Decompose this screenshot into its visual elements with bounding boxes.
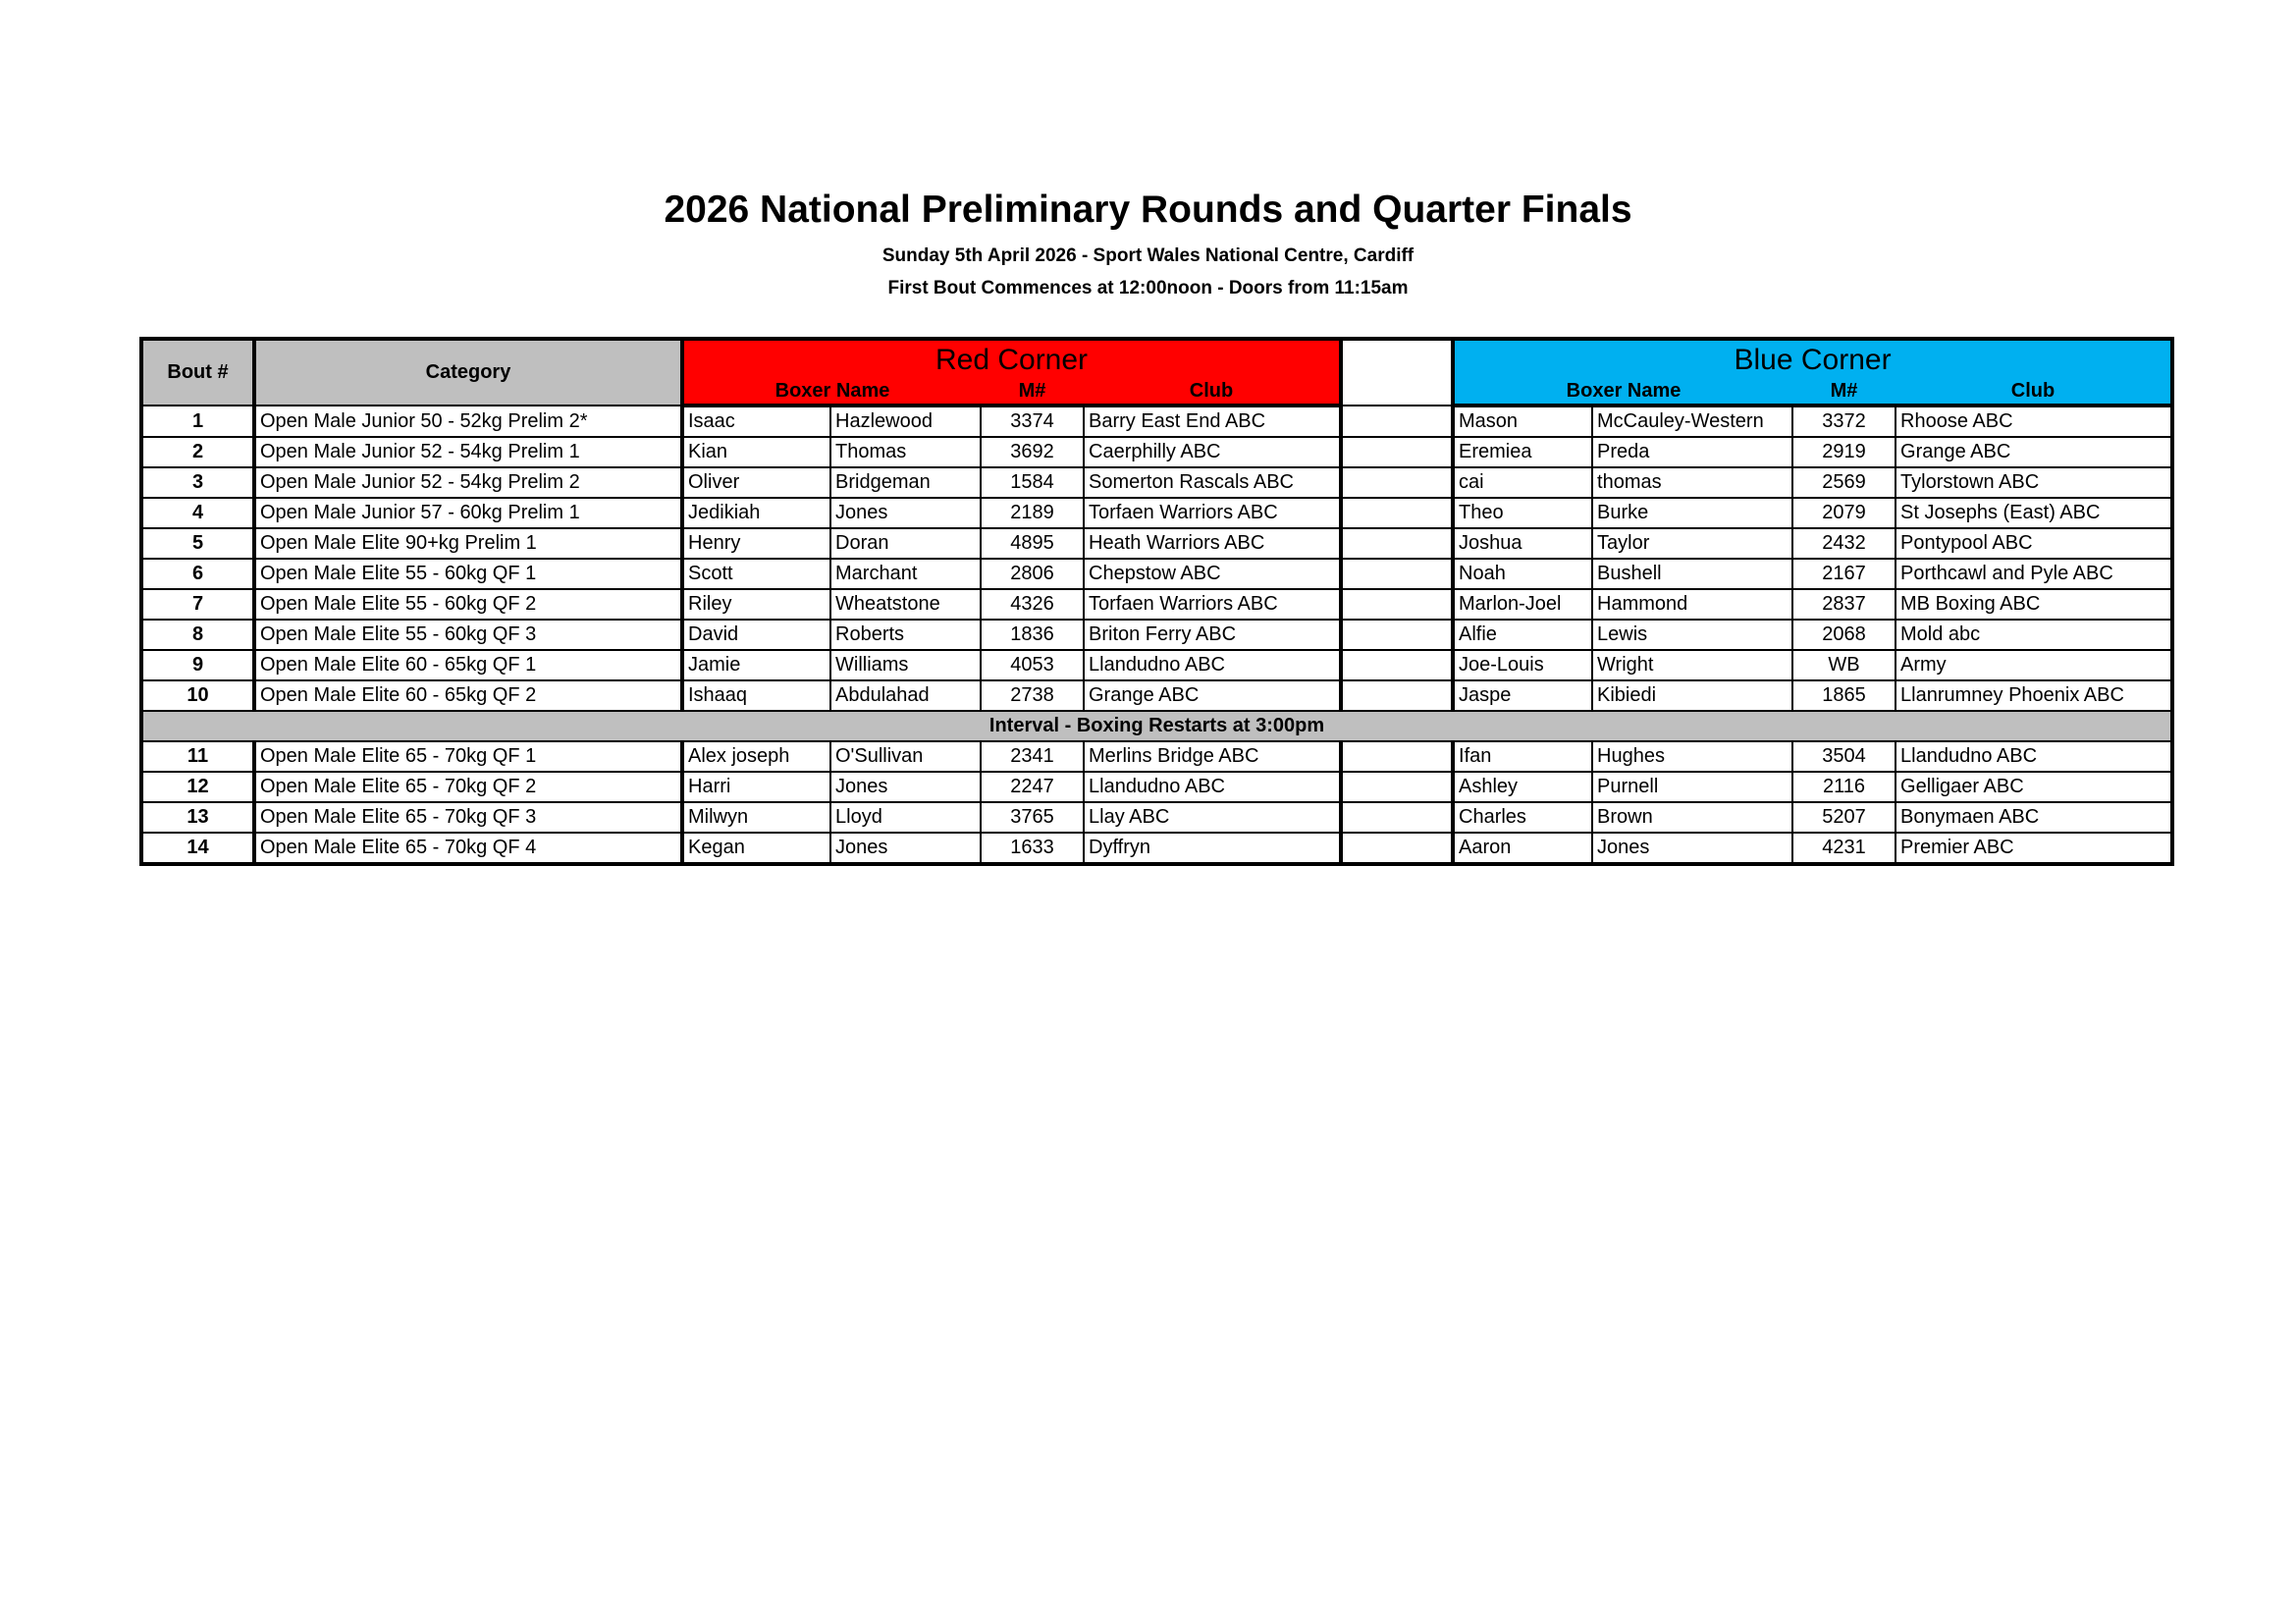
bout-number: 12 xyxy=(141,772,254,802)
red-first-name: Riley xyxy=(682,589,830,620)
corner-divider xyxy=(1341,559,1453,589)
red-membership-number: 3374 xyxy=(981,406,1084,437)
bout-category: Open Male Elite 60 - 65kg QF 2 xyxy=(254,680,682,711)
blue-last-name: Lewis xyxy=(1592,620,1792,650)
table-row xyxy=(141,406,2172,437)
interval-row xyxy=(141,711,2172,741)
blue-first-name: Joshua xyxy=(1453,528,1592,559)
red-first-name: Kegan xyxy=(682,833,830,864)
blue-membership-number: 2837 xyxy=(1792,589,1896,620)
bout-category: Open Male Elite 65 - 70kg QF 2 xyxy=(254,772,682,802)
bout-number: 5 xyxy=(141,528,254,559)
blue-membership-header: M# xyxy=(1792,378,1896,406)
blue-club: Grange ABC xyxy=(1896,437,2172,467)
red-membership-number: 2341 xyxy=(981,741,1084,772)
red-membership-number: 1836 xyxy=(981,620,1084,650)
bout-number: 4 xyxy=(141,498,254,528)
blue-club: Rhoose ABC xyxy=(1896,406,2172,437)
bout-number: 1 xyxy=(141,406,254,437)
corner-divider xyxy=(1341,589,1453,620)
red-last-name: Marchant xyxy=(830,559,981,589)
blue-last-name: Bushell xyxy=(1592,559,1792,589)
table-row xyxy=(141,741,2172,772)
blue-membership-number: 2167 xyxy=(1792,559,1896,589)
category-header: Category xyxy=(254,339,682,406)
corner-divider xyxy=(1341,437,1453,467)
red-last-name: Jones xyxy=(830,833,981,864)
red-last-name: Roberts xyxy=(830,620,981,650)
blue-membership-number: 2068 xyxy=(1792,620,1896,650)
blue-last-name: Preda xyxy=(1592,437,1792,467)
blue-club: Tylorstown ABC xyxy=(1896,467,2172,498)
blue-club: Llandudno ABC xyxy=(1896,741,2172,772)
red-first-name: Scott xyxy=(682,559,830,589)
red-membership-number: 1584 xyxy=(981,467,1084,498)
bout-number: 11 xyxy=(141,741,254,772)
red-club: Heath Warriors ABC xyxy=(1084,528,1341,559)
blue-last-name: Hammond xyxy=(1592,589,1792,620)
red-last-name: Jones xyxy=(830,498,981,528)
table-row xyxy=(141,772,2172,802)
red-first-name: Ishaaq xyxy=(682,680,830,711)
blue-membership-number: 2919 xyxy=(1792,437,1896,467)
blue-last-name: Purnell xyxy=(1592,772,1792,802)
bout-category: Open Male Elite 65 - 70kg QF 3 xyxy=(254,802,682,833)
blue-club: St Josephs (East) ABC xyxy=(1896,498,2172,528)
bout-number: 10 xyxy=(141,680,254,711)
red-membership-number: 1633 xyxy=(981,833,1084,864)
blue-last-name: Taylor xyxy=(1592,528,1792,559)
blue-first-name: Jaspe xyxy=(1453,680,1592,711)
red-membership-header: M# xyxy=(981,378,1084,406)
bout-category: Open Male Elite 65 - 70kg QF 1 xyxy=(254,741,682,772)
blue-membership-number: 2079 xyxy=(1792,498,1896,528)
corner-divider-header xyxy=(1341,339,1453,406)
red-first-name: Oliver xyxy=(682,467,830,498)
blue-membership-number: 3504 xyxy=(1792,741,1896,772)
red-membership-number: 4326 xyxy=(981,589,1084,620)
table-row xyxy=(141,833,2172,864)
blue-corner-header: Blue Corner xyxy=(1453,339,2172,378)
red-last-name: Thomas xyxy=(830,437,981,467)
corner-divider xyxy=(1341,772,1453,802)
bout-number: 9 xyxy=(141,650,254,680)
corner-divider xyxy=(1341,650,1453,680)
red-club: Briton Ferry ABC xyxy=(1084,620,1341,650)
table-row xyxy=(141,589,2172,620)
table-row xyxy=(141,650,2172,680)
red-last-name: Bridgeman xyxy=(830,467,981,498)
corner-divider xyxy=(1341,406,1453,437)
blue-membership-number: 3372 xyxy=(1792,406,1896,437)
blue-membership-number: 5207 xyxy=(1792,802,1896,833)
bout-schedule-table xyxy=(139,337,2174,866)
red-last-name: Hazlewood xyxy=(830,406,981,437)
bout-category: Open Male Elite 55 - 60kg QF 3 xyxy=(254,620,682,650)
bout-category: Open Male Elite 90+kg Prelim 1 xyxy=(254,528,682,559)
red-membership-number: 3692 xyxy=(981,437,1084,467)
red-club: Chepstow ABC xyxy=(1084,559,1341,589)
red-club: Grange ABC xyxy=(1084,680,1341,711)
red-last-name: Doran xyxy=(830,528,981,559)
blue-club: Pontypool ABC xyxy=(1896,528,2172,559)
red-first-name: Alex joseph xyxy=(682,741,830,772)
blue-club: Llanrumney Phoenix ABC xyxy=(1896,680,2172,711)
red-first-name: Henry xyxy=(682,528,830,559)
red-club: Somerton Rascals ABC xyxy=(1084,467,1341,498)
red-first-name: Jamie xyxy=(682,650,830,680)
blue-last-name: Jones xyxy=(1592,833,1792,864)
bout-number: 6 xyxy=(141,559,254,589)
red-membership-number: 2189 xyxy=(981,498,1084,528)
blue-club: Mold abc xyxy=(1896,620,2172,650)
bout-number: 7 xyxy=(141,589,254,620)
bout-number: 13 xyxy=(141,802,254,833)
red-membership-number: 2806 xyxy=(981,559,1084,589)
table-row xyxy=(141,528,2172,559)
red-club-header: Club xyxy=(1084,378,1341,406)
table-row xyxy=(141,467,2172,498)
blue-membership-number: 1865 xyxy=(1792,680,1896,711)
corner-divider xyxy=(1341,802,1453,833)
table-row xyxy=(141,559,2172,589)
bout-category: Open Male Elite 60 - 65kg QF 1 xyxy=(254,650,682,680)
bout-category: Open Male Junior 52 - 54kg Prelim 2 xyxy=(254,467,682,498)
bout-number: 3 xyxy=(141,467,254,498)
red-membership-number: 4053 xyxy=(981,650,1084,680)
bout-category: Open Male Junior 50 - 52kg Prelim 2* xyxy=(254,406,682,437)
corner-divider xyxy=(1341,620,1453,650)
interval-notice: Interval - Boxing Restarts at 3:00pm xyxy=(141,711,2172,741)
table-row xyxy=(141,802,2172,833)
blue-first-name: Ifan xyxy=(1453,741,1592,772)
blue-last-name: Hughes xyxy=(1592,741,1792,772)
table-row xyxy=(141,620,2172,650)
red-membership-number: 3765 xyxy=(981,802,1084,833)
blue-first-name: Theo xyxy=(1453,498,1592,528)
blue-first-name: Mason xyxy=(1453,406,1592,437)
red-first-name: David xyxy=(682,620,830,650)
red-first-name: Jedikiah xyxy=(682,498,830,528)
bout-number: 8 xyxy=(141,620,254,650)
bout-category: Open Male Elite 55 - 60kg QF 1 xyxy=(254,559,682,589)
corner-divider xyxy=(1341,680,1453,711)
blue-first-name: Alfie xyxy=(1453,620,1592,650)
red-last-name: Wheatstone xyxy=(830,589,981,620)
blue-boxer-name-header: Boxer Name xyxy=(1453,378,1792,406)
blue-first-name: Charles xyxy=(1453,802,1592,833)
red-first-name: Kian xyxy=(682,437,830,467)
blue-membership-number: 4231 xyxy=(1792,833,1896,864)
red-first-name: Milwyn xyxy=(682,802,830,833)
corner-divider xyxy=(1341,498,1453,528)
blue-club: Army xyxy=(1896,650,2172,680)
corner-divider xyxy=(1341,467,1453,498)
blue-club: Gelligaer ABC xyxy=(1896,772,2172,802)
blue-membership-number: WB xyxy=(1792,650,1896,680)
red-club: Llay ABC xyxy=(1084,802,1341,833)
corner-divider xyxy=(1341,833,1453,864)
table-row xyxy=(141,498,2172,528)
bout-category: Open Male Elite 65 - 70kg QF 4 xyxy=(254,833,682,864)
red-boxer-name-header: Boxer Name xyxy=(682,378,981,406)
red-club: Torfaen Warriors ABC xyxy=(1084,589,1341,620)
red-club: Merlins Bridge ABC xyxy=(1084,741,1341,772)
table-row xyxy=(141,680,2172,711)
bout-category: Open Male Elite 55 - 60kg QF 2 xyxy=(254,589,682,620)
blue-first-name: Ashley xyxy=(1453,772,1592,802)
blue-first-name: Joe-Louis xyxy=(1453,650,1592,680)
bout-rows xyxy=(141,406,2172,864)
blue-membership-number: 2569 xyxy=(1792,467,1896,498)
bout-number: 14 xyxy=(141,833,254,864)
blue-membership-number: 2432 xyxy=(1792,528,1896,559)
corner-divider xyxy=(1341,741,1453,772)
blue-club: Porthcawl and Pyle ABC xyxy=(1896,559,2172,589)
event-start-time: First Bout Commences at 12:00noon - Doors from 11:15am xyxy=(887,278,1409,298)
blue-first-name: Aaron xyxy=(1453,833,1592,864)
bout-number-header: Bout # xyxy=(141,339,254,406)
red-membership-number: 2738 xyxy=(981,680,1084,711)
red-last-name: Lloyd xyxy=(830,802,981,833)
blue-club: MB Boxing ABC xyxy=(1896,589,2172,620)
red-last-name: Jones xyxy=(830,772,981,802)
blue-last-name: Kibiedi xyxy=(1592,680,1792,711)
blue-last-name: Brown xyxy=(1592,802,1792,833)
event-date-venue: Sunday 5th April 2026 - Sport Wales National Centre, Cardiff xyxy=(881,245,1415,266)
corner-divider xyxy=(1341,528,1453,559)
blue-club-header: Club xyxy=(1896,378,2172,406)
red-first-name: Isaac xyxy=(682,406,830,437)
red-club: Llandudno ABC xyxy=(1084,772,1341,802)
blue-first-name: Marlon-Joel xyxy=(1453,589,1592,620)
red-membership-number: 2247 xyxy=(981,772,1084,802)
red-last-name: Abdulahad xyxy=(830,680,981,711)
page-title: 2026 National Preliminary Rounds and Quarter Finals xyxy=(664,189,1632,231)
red-last-name: O'Sullivan xyxy=(830,741,981,772)
blue-club: Bonymaen ABC xyxy=(1896,802,2172,833)
blue-last-name: Wright xyxy=(1592,650,1792,680)
blue-club: Premier ABC xyxy=(1896,833,2172,864)
red-membership-number: 4895 xyxy=(981,528,1084,559)
blue-last-name: thomas xyxy=(1592,467,1792,498)
blue-first-name: cai xyxy=(1453,467,1592,498)
blue-last-name: Burke xyxy=(1592,498,1792,528)
blue-first-name: Noah xyxy=(1453,559,1592,589)
blue-membership-number: 2116 xyxy=(1792,772,1896,802)
red-first-name: Harri xyxy=(682,772,830,802)
bout-category: Open Male Junior 57 - 60kg Prelim 1 xyxy=(254,498,682,528)
red-club: Barry East End ABC xyxy=(1084,406,1341,437)
blue-last-name: McCauley-Western xyxy=(1592,406,1792,437)
red-last-name: Williams xyxy=(830,650,981,680)
red-corner-header: Red Corner xyxy=(682,339,1341,378)
bout-category: Open Male Junior 52 - 54kg Prelim 1 xyxy=(254,437,682,467)
blue-first-name: Eremiea xyxy=(1453,437,1592,467)
red-club: Torfaen Warriors ABC xyxy=(1084,498,1341,528)
red-club: Dyffryn xyxy=(1084,833,1341,864)
red-club: Llandudno ABC xyxy=(1084,650,1341,680)
table-row xyxy=(141,437,2172,467)
bout-number: 2 xyxy=(141,437,254,467)
red-club: Caerphilly ABC xyxy=(1084,437,1341,467)
